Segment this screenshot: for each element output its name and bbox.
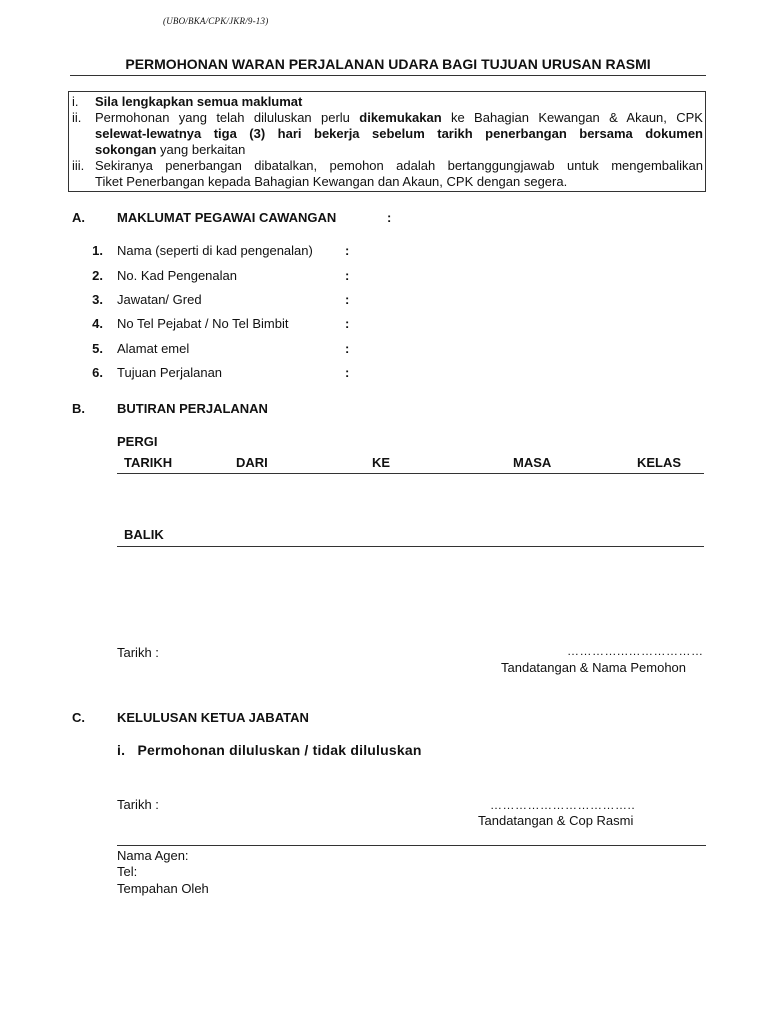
field-number: 1. bbox=[92, 243, 103, 258]
agent-name-label: Nama Agen: bbox=[117, 848, 189, 863]
section-a-letter: A. bbox=[72, 210, 85, 225]
section-b-title: BUTIRAN PERJALANAN bbox=[117, 401, 268, 416]
field-colon: : bbox=[345, 365, 350, 380]
note-text: Permohonan yang telah diluluskan perlu bbox=[95, 110, 350, 125]
field-label: Jawatan/ Gred bbox=[117, 292, 202, 307]
approval-date-label: Tarikh : bbox=[117, 797, 159, 812]
note-text: Sekiranya penerbangan dibatalkan, pemohon adalah bertanggungjawab untuk mengembalikan bbox=[95, 158, 703, 173]
note-emphasis: selewat-lewatnya tiga (3) hari bekerja sebelum tarikh penerbangan bersama dokumen bbox=[95, 126, 703, 141]
note-text: yang berkaitan bbox=[160, 142, 246, 157]
section-a-title: MAKLUMAT PEGAWAI CAWANGAN bbox=[117, 210, 337, 225]
section-c-title: KELULUSAN KETUA JABATAN bbox=[117, 710, 309, 725]
approval-signature-line: …………………………….. bbox=[490, 798, 636, 812]
note-number: ii. bbox=[72, 110, 82, 125]
column-masa: MASA bbox=[513, 455, 552, 470]
note-number: iii. bbox=[72, 158, 85, 173]
column-dari: DARI bbox=[236, 455, 268, 470]
applicant-date-label: Tarikh : bbox=[117, 645, 159, 660]
field-label: Nama (seperti di kad pengenalan) bbox=[117, 243, 313, 258]
field-label: Alamat emel bbox=[117, 341, 190, 356]
field-number: 4. bbox=[92, 316, 103, 331]
field-label: No. Kad Pengenalan bbox=[117, 268, 237, 283]
footer-divider bbox=[117, 845, 706, 846]
field-label: Tujuan Perjalanan bbox=[117, 365, 223, 380]
approval-statement: i. Permohonan diluluskan / tidak diluluskan bbox=[117, 742, 422, 758]
field-label: No Tel Pejabat / No Tel Bimbit bbox=[117, 316, 289, 331]
column-ke: KE bbox=[372, 455, 391, 470]
field-number: 5. bbox=[92, 341, 103, 356]
field-number: 6. bbox=[92, 365, 103, 380]
balik-label: BALIK bbox=[124, 527, 164, 542]
booked-by-label: Tempahan Oleh bbox=[117, 881, 209, 896]
note-text: Sila lengkapkan semua maklumat bbox=[95, 94, 303, 109]
instructions-box bbox=[68, 91, 706, 192]
note-emphasis: sokongan bbox=[95, 142, 157, 157]
reference-code: (UBO/BKA/CPK/JKR/9-13) bbox=[163, 16, 269, 26]
title-underline bbox=[70, 75, 706, 76]
field-colon: : bbox=[345, 243, 350, 258]
pergi-label: PERGI bbox=[117, 434, 158, 449]
section-b-letter: B. bbox=[72, 401, 85, 416]
section-a-colon: : bbox=[387, 210, 392, 225]
note-text: ke Bahagian Kewangan & Akaun, CPK bbox=[450, 110, 703, 125]
note-line bbox=[95, 142, 703, 158]
field-number: 2. bbox=[92, 268, 103, 283]
field-colon: : bbox=[345, 292, 350, 307]
note-text: Tiket Penerbangan kepada Bahagian Kewangan dan Akaun, CPK dengan segera. bbox=[95, 174, 568, 189]
pergi-underline bbox=[117, 473, 704, 474]
note-line bbox=[95, 110, 703, 126]
column-tarikh: TARIKH bbox=[124, 455, 173, 470]
balik-underline bbox=[117, 546, 704, 547]
column-kelas: KELAS bbox=[637, 455, 682, 470]
agent-tel-label: Tel: bbox=[117, 864, 138, 879]
approval-signature-caption: Tandatangan & Cop Rasmi bbox=[478, 813, 634, 828]
form-title: PERMOHONAN WARAN PERJALANAN UDARA BAGI TUJUAN URUSAN RASMI bbox=[125, 56, 651, 72]
field-colon: : bbox=[345, 316, 350, 331]
field-colon: : bbox=[345, 268, 350, 283]
note-number: i. bbox=[72, 94, 79, 109]
field-colon: : bbox=[345, 341, 350, 356]
note-emphasis: dikemukakan bbox=[359, 110, 442, 125]
section-c-letter: C. bbox=[72, 710, 85, 725]
field-number: 3. bbox=[92, 292, 103, 307]
applicant-signature-line: …………...……………… bbox=[567, 644, 704, 658]
applicant-signature-caption: Tandatangan & Nama Pemohon bbox=[501, 660, 687, 675]
